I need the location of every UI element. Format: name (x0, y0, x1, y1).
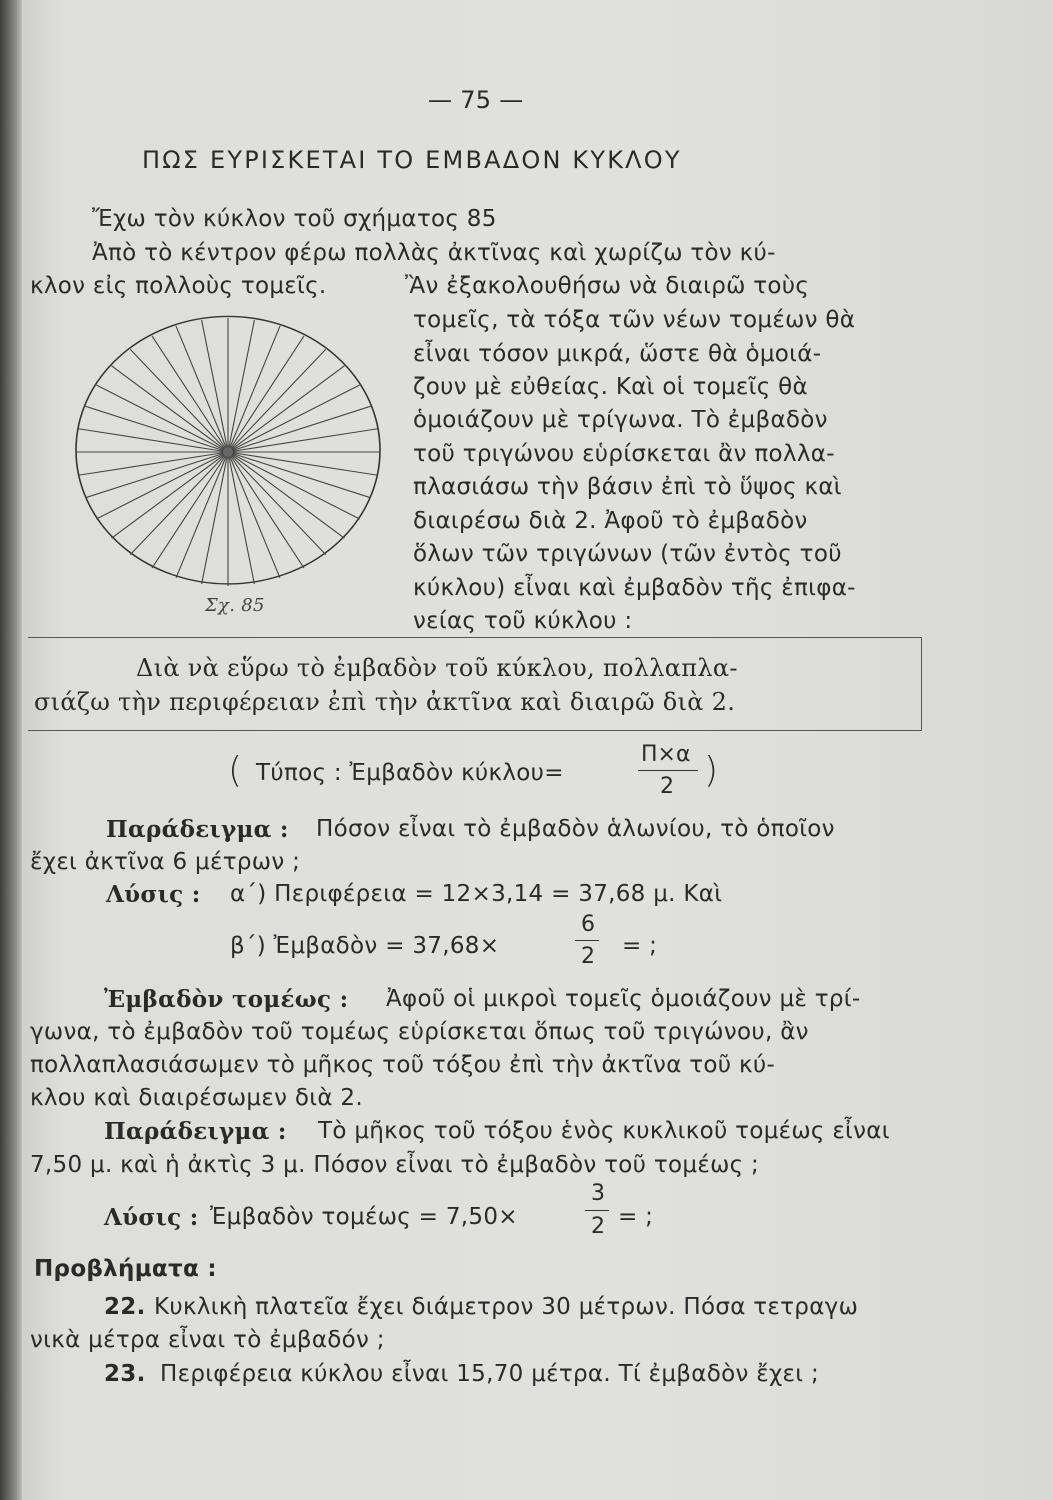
box-top-rule (28, 637, 921, 638)
right-col-line-2: εἶναι τόσον μικρά, ὥστε θὰ ὁμοιά- (413, 341, 822, 367)
right-col-line-8: ὅλων τῶν τριγώνων (τῶν ἐντὸς τοῦ (413, 541, 842, 567)
example1-label: Παράδειγμα : (106, 816, 289, 843)
example2-label: Παράδειγμα : (104, 1118, 287, 1145)
example1-step-a: α΄) Περιφέρεια = 12×3,14 = 37,68 μ. Καὶ (230, 881, 723, 907)
right-col-line-4: ὁμοιάζουν μὲ τρίγωνα. Τὸ ἐμβαδὸν (413, 407, 828, 433)
formula-denominator: 2 (660, 774, 674, 799)
example1-solution-label: Λύσις : (106, 881, 201, 908)
example2-text: Τὸ μῆκος τοῦ τόξου ἑνὸς κυκλικοῦ τομέως εἶναι (318, 1118, 890, 1144)
problem-22-text-2: νικὰ μέτρα εἶναι τὸ ἐμβαδόν ; (30, 1327, 385, 1353)
right-col-line-7: διαιρέσω διὰ 2. Ἀφοῦ τὸ ἐμβαδὸν (413, 508, 808, 534)
formula-fraction-bar (638, 770, 698, 771)
problems-heading: Προβλήματα : (34, 1256, 217, 1282)
right-col-line-5: τοῦ τριγώνου εὑρίσκεται ἂν πολλα- (413, 441, 835, 467)
formula-open-paren: ( (228, 750, 243, 791)
example1-step-b-denominator: 2 (581, 944, 595, 969)
example1-fraction-bar (575, 940, 599, 941)
intro-line-2: Ἀπὸ τὸ κέντρον φέρω πολλὰς ἀκτῖνας καὶ χωρίζω τὸν κύ- (92, 240, 776, 266)
problem-23-number: 23. (104, 1361, 146, 1387)
example1-text: Πόσον εἶναι τὸ ἐμβαδὸν ἁλωνίου, τὸ ὁποῖον (316, 816, 835, 842)
rule-line-1: Διὰ νὰ εὕρω τὸ ἐμβαδὸν τοῦ κύκλου, πολλαπλα- (136, 654, 738, 682)
rule-line-2: σιάζω τὴν περιφέρειαν ἐπὶ τὴν ἀκτῖνα καὶ διαιρῶ διὰ 2. (34, 688, 736, 716)
figure-caption: Σχ. 85 (205, 595, 265, 616)
box-right-rule (921, 637, 922, 731)
formula-close-paren: ) (704, 750, 719, 791)
right-col-line-10: νείας τοῦ κύκλου : (413, 608, 633, 634)
box-bottom-rule (28, 730, 921, 731)
example1-step-b-suffix: = ; (622, 933, 658, 959)
section-title: ΠΩΣ ΕΥΡΙΣΚΕΤΑΙ ΤΟ ΕΜΒΑΔΟΝ ΚΥΚΛΟΥ (142, 146, 682, 174)
example1-text-2: ἔχει ἀκτῖνα 6 μέτρων ; (30, 849, 301, 875)
sector-line-1: Ἀφοῦ οἱ μικροὶ τομεῖς ὁμοιάζουν μὲ τρί- (386, 986, 861, 1012)
formula-label: Τύπος : Ἐμβαδὸν κύκλου= (256, 760, 564, 786)
sector-line-2: γωνα, τὸ ἐμβαδὸν τοῦ τομέως εὑρίσκεται ὅπως τοῦ τριγώνου, ἂν (30, 1019, 809, 1045)
problem-23-text: Περιφέρεια κύκλου εἶναι 15,70 μέτρα. Τί ἐμβαδὸν ἔχει ; (160, 1361, 820, 1387)
example1-step-b-numerator: 6 (581, 912, 595, 937)
intro-line-3: κλον εἰς πολλοὺς τομεῖς. (30, 273, 327, 299)
circle-sectors-figure (68, 312, 388, 592)
page-number: — 75 — (428, 86, 524, 114)
sector-line-4: κλου καὶ διαιρέσωμεν διὰ 2. (30, 1085, 363, 1111)
example2-denominator: 2 (591, 1214, 605, 1239)
sector-label: Ἐμβαδὸν τομέως : (104, 986, 349, 1013)
problem-22-number: 22. (104, 1294, 146, 1320)
right-col-line-6: πλασιάσω τὴν βάσιν ἐπὶ τὸ ὕψος καὶ (413, 474, 842, 500)
book-spine-shadow (0, 0, 22, 1500)
example1-step-b: β΄) Ἐμβαδὸν = 37,68× (230, 933, 500, 959)
right-col-line-3: ζουν μὲ εὐθείας. Καὶ οἱ τομεῖς θὰ (413, 374, 808, 400)
example2-suffix: = ; (618, 1204, 654, 1230)
problem-22-text: Κυκλικὴ πλατεῖα ἔχει διάμετρον 30 μέτρων. Πόσα τετραγω (154, 1294, 859, 1320)
right-col-line-1: τομεῖς, τὰ τόξα τῶν νέων τομέων θὰ (413, 307, 856, 333)
example2-text-2: 7,50 μ. καὶ ἡ ἀκτὶς 3 μ. Πόσον εἶναι τὸ ἐμβαδὸν τοῦ τομέως ; (30, 1152, 760, 1178)
example2-fraction-bar (585, 1210, 609, 1211)
intro-line-4: Ἂν ἐξακολουθήσω νὰ διαιρῶ τοὺς (405, 273, 810, 299)
example2-numerator: 3 (591, 1181, 605, 1206)
formula-numerator: Π×α (641, 742, 691, 767)
right-col-line-9: κύκλου) εἶναι καὶ ἐμβαδὸν τῆς ἐπιφα- (413, 575, 856, 601)
intro-line-1: Ἔχω τὸν κύκλον τοῦ σχήματος 85 (92, 206, 497, 232)
example2-solution: Ἐμβαδὸν τομέως = 7,50× (210, 1204, 518, 1230)
example2-solution-label: Λύσις : (104, 1204, 199, 1231)
sector-line-3: πολλαπλασιάσωμεν τὸ μῆκος τοῦ τόξου ἐπὶ τὴν ἀκτῖνα τοῦ κύ- (30, 1052, 776, 1078)
